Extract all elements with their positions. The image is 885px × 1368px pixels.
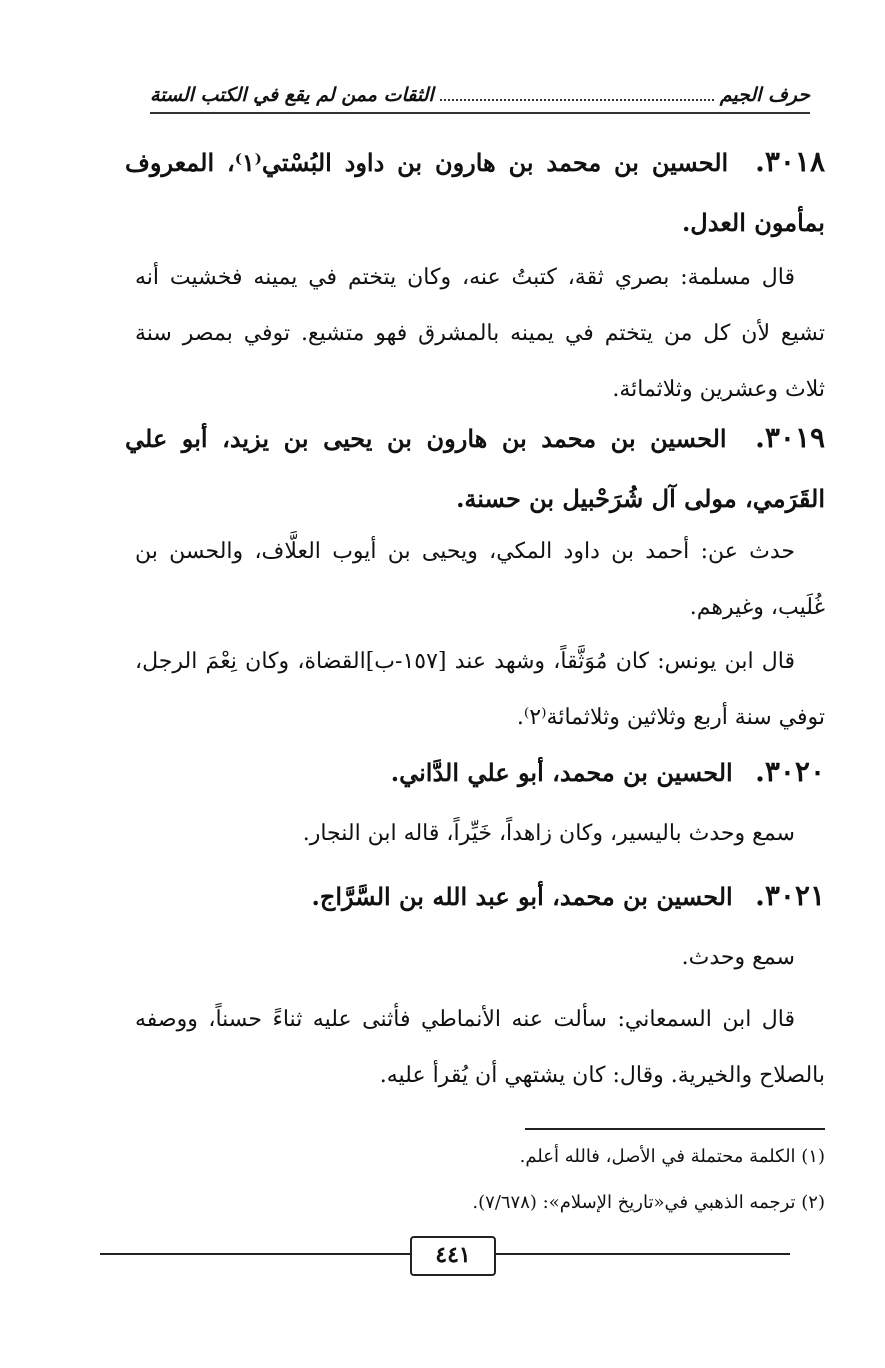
header-dots [440,99,714,101]
entry-title [125,408,825,529]
entry-number: ٣٠٢٠. [755,755,825,788]
entry-name: الحسين بن محمد، أبو علي الدَّاني. [390,758,733,787]
footnote-separator [525,1128,825,1130]
entry-number: ٣٠١٩. [755,421,826,454]
entry-title [125,866,825,927]
entry-number: ٣٠١٨. [755,145,825,178]
entry-paragraph: قال ابن السمعاني: سألت عنه الأنماطي فأثنى عليه ثناءً حسناً، ووصفه بالصلاح والخيرية. وقال: كان يشتهي أن يُقرأ عليه. [135,1007,825,1088]
entry-paragraph: حدث عن: أحمد بن داود المكي، ويحيى بن أيوب العلَّاف، والحسن بن غُلَيب، وغيرهم. [135,539,825,620]
footnote: (١) الكلمة محتملة في الأصل، فالله أعلم. [519,1146,825,1167]
entry-title [125,742,825,803]
running-header [150,84,810,114]
entry-paragraph: سمع وحدث باليسير، وكان زاهداً، خَيِّراً، قاله ابن النجار. [302,821,795,846]
footnote: (٢) ترجمه الذهبي في«تاريخ الإسلام»: (٧/٦٧٨). [472,1192,825,1213]
entry-name: الحسين بن محمد بن هارون بن داود البُسْتي⁽١⁾، المعروف بمأمون العدل. [125,148,825,237]
page-number: ٤٤١ [410,1236,496,1276]
header-book-title: الثقات ممن لم يقع في الكتب الستة [150,84,434,106]
entry-name: الحسين بن محمد، أبو عبد الله بن السَّرَّاج. [311,882,733,911]
entry-paragraph: سمع وحدث. [681,945,795,970]
entry-title [125,132,825,253]
entry-paragraph: قال مسلمة: بصري ثقة، كتبتُ عنه، وكان يتختم في يمينه فخشيت أنه تشيع لأن كل من يتختم في يمينه بالمشرق فهو متشيع. توفي بمصر سنة ثلاث وعشرين وثلاثمائة. [135,265,825,402]
entry-name: الحسين بن محمد بن هارون بن يحيى بن يزيد، أبو علي القَرَمي، مولى آل شُرَحْبيل بن حسنة. [125,424,825,513]
header-chapter: حرف الجيم [719,84,810,106]
entry-paragraph: قال ابن يونس: كان مُوَثَّقاً، وشهد عند [١٥٧-ب]القضاة، وكان نِعْمَ الرجل، توفي سنة أربع وثلاثين وثلاثمائة⁽٢⁾. [135,649,825,730]
entry-number: ٣٠٢١. [755,879,825,912]
